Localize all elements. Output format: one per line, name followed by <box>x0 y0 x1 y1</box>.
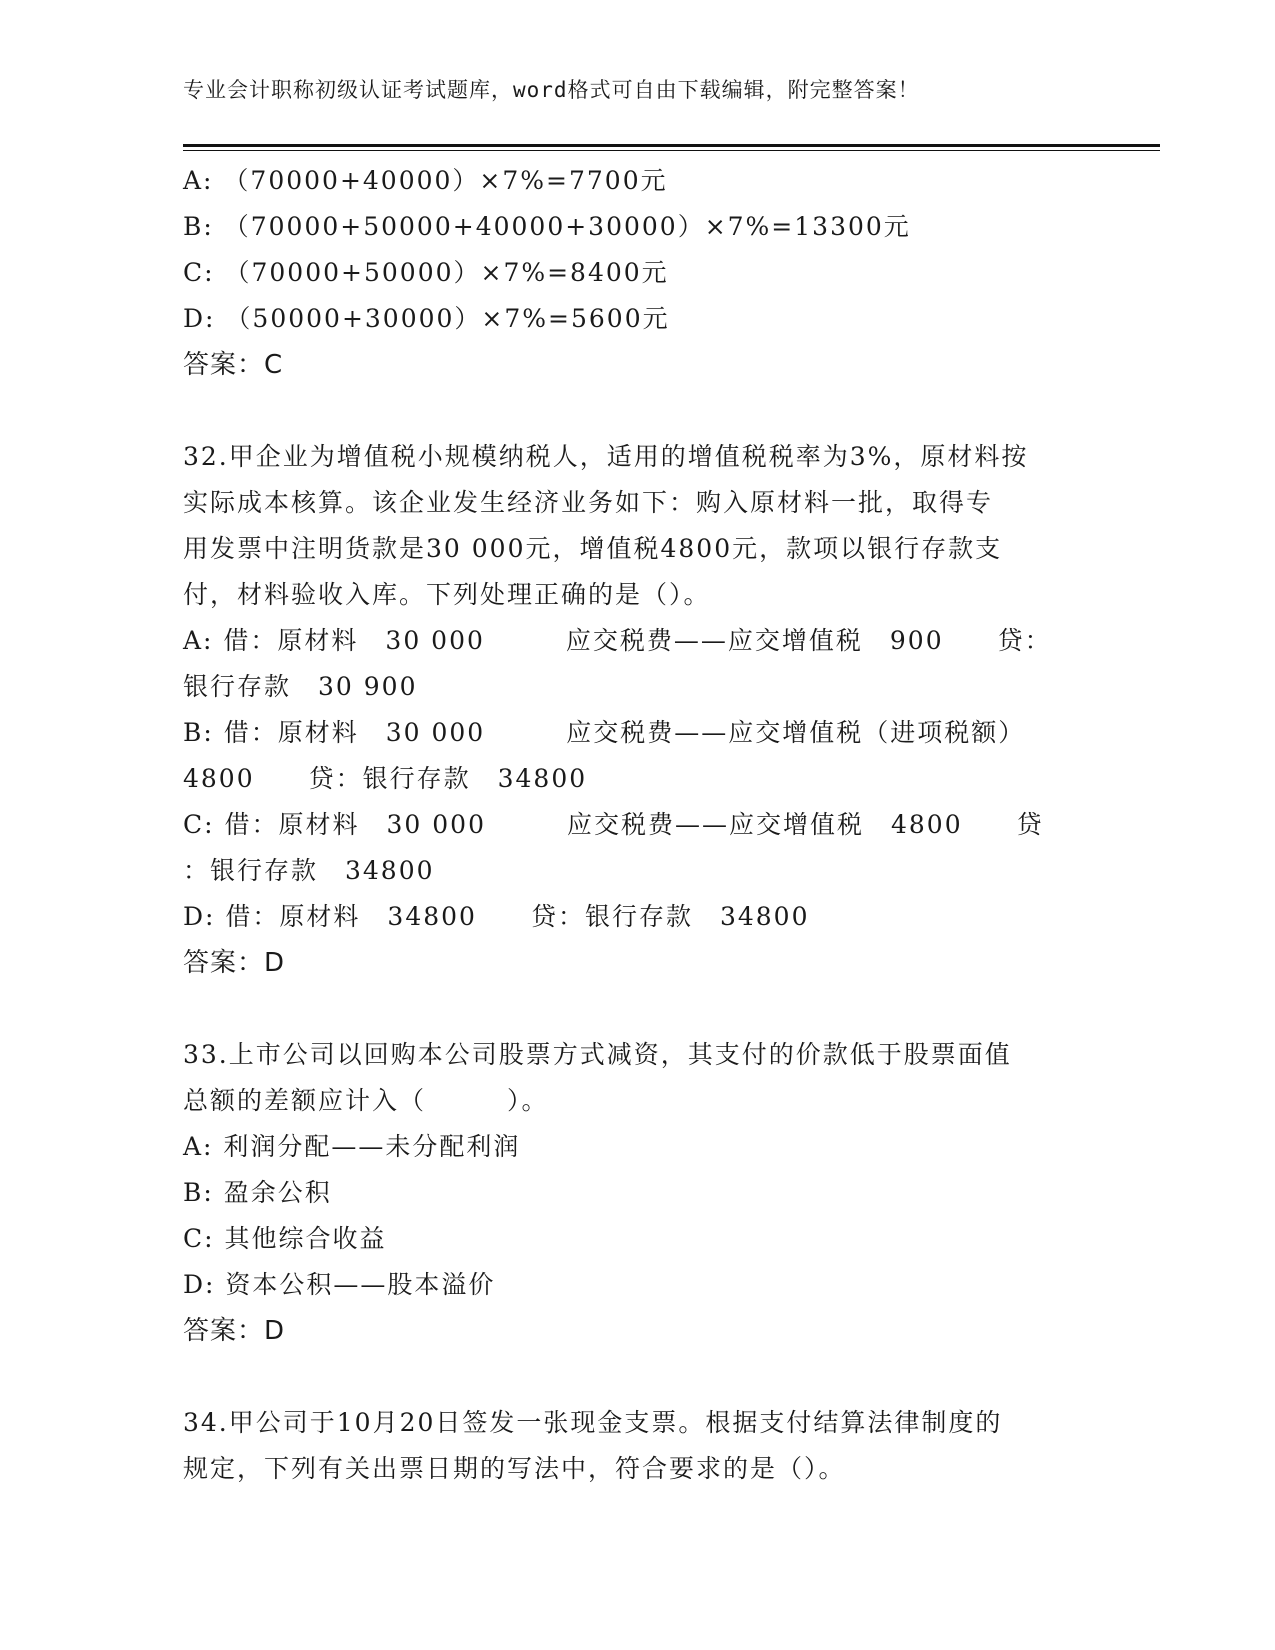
option-a: A: 借：原材料 30 000 应交税费——应交增值税 900 贷： <box>183 626 1052 655</box>
option-c-continued: ：银行存款 34800 <box>183 856 435 885</box>
page-header: 专业会计职称初级认证考试题库，word格式可自由下载编辑，附完整答案！ <box>183 78 920 102</box>
question-stem-line: 付，材料验收入库。下列处理正确的是（）。 <box>183 580 711 609</box>
option-d: D: （50000+30000）×7%=5600元 <box>183 304 670 333</box>
question-stem-line: 34.甲公司于10月20日签发一张现金支票。根据支付结算法律制度的 <box>183 1408 1003 1437</box>
answer: 答案：D <box>183 1316 286 1346</box>
option-b: B: （70000+50000+40000+30000）×7%=13300元 <box>183 212 911 241</box>
option-d: D: 资本公积——股本溢价 <box>183 1270 496 1299</box>
question-32 <box>183 434 1083 986</box>
option-c: C: （70000+50000）×7%=8400元 <box>183 258 669 287</box>
option-b: B: 盈余公积 <box>183 1178 332 1207</box>
question-stem-line: 32.甲企业为增值税小规模纳税人，适用的增值税税率为3%，原材料按 <box>183 442 1029 471</box>
option-d: D: 借：原材料 34800 贷：银行存款 34800 <box>183 902 810 931</box>
question-stem-line: 33.上市公司以回购本公司股票方式减资，其支付的价款低于股票面值 <box>183 1040 1012 1069</box>
option-a: A: （70000+40000）×7%=7700元 <box>183 166 668 195</box>
spacer <box>183 388 1083 434</box>
option-a: A: 利润分配——未分配利润 <box>183 1132 521 1161</box>
option-b-continued: 4800 贷：银行存款 34800 <box>183 764 588 793</box>
header-rule-thin <box>183 150 1160 151</box>
question-stem-line: 实际成本核算。该企业发生经济业务如下：购入原材料一批，取得专 <box>183 488 994 517</box>
option-c: C: 其他综合收益 <box>183 1224 387 1253</box>
spacer <box>183 1354 1083 1400</box>
answer: 答案：C <box>183 350 284 380</box>
answer: 答案：D <box>183 948 286 978</box>
question-31 <box>183 158 1083 388</box>
spacer <box>183 986 1083 1032</box>
question-stem-line: 用发票中注明货款是30 000元，增值税4800元，款项以银行存款支 <box>183 534 1003 563</box>
option-a-continued: 银行存款 30 900 <box>183 672 418 701</box>
option-c: C: 借：原材料 30 000 应交税费——应交增值税 4800 贷 <box>183 810 1044 839</box>
question-34 <box>183 1400 1083 1492</box>
question-33 <box>183 1032 1083 1354</box>
option-b: B: 借：原材料 30 000 应交税费——应交增值税（进项税额） <box>183 718 1026 747</box>
question-stem-line: 总额的差额应计入（ ）。 <box>183 1086 549 1115</box>
header-rule-thick <box>183 144 1160 147</box>
page-content <box>183 158 1083 1492</box>
question-stem-line: 规定，下列有关出票日期的写法中，符合要求的是（）。 <box>183 1454 846 1483</box>
